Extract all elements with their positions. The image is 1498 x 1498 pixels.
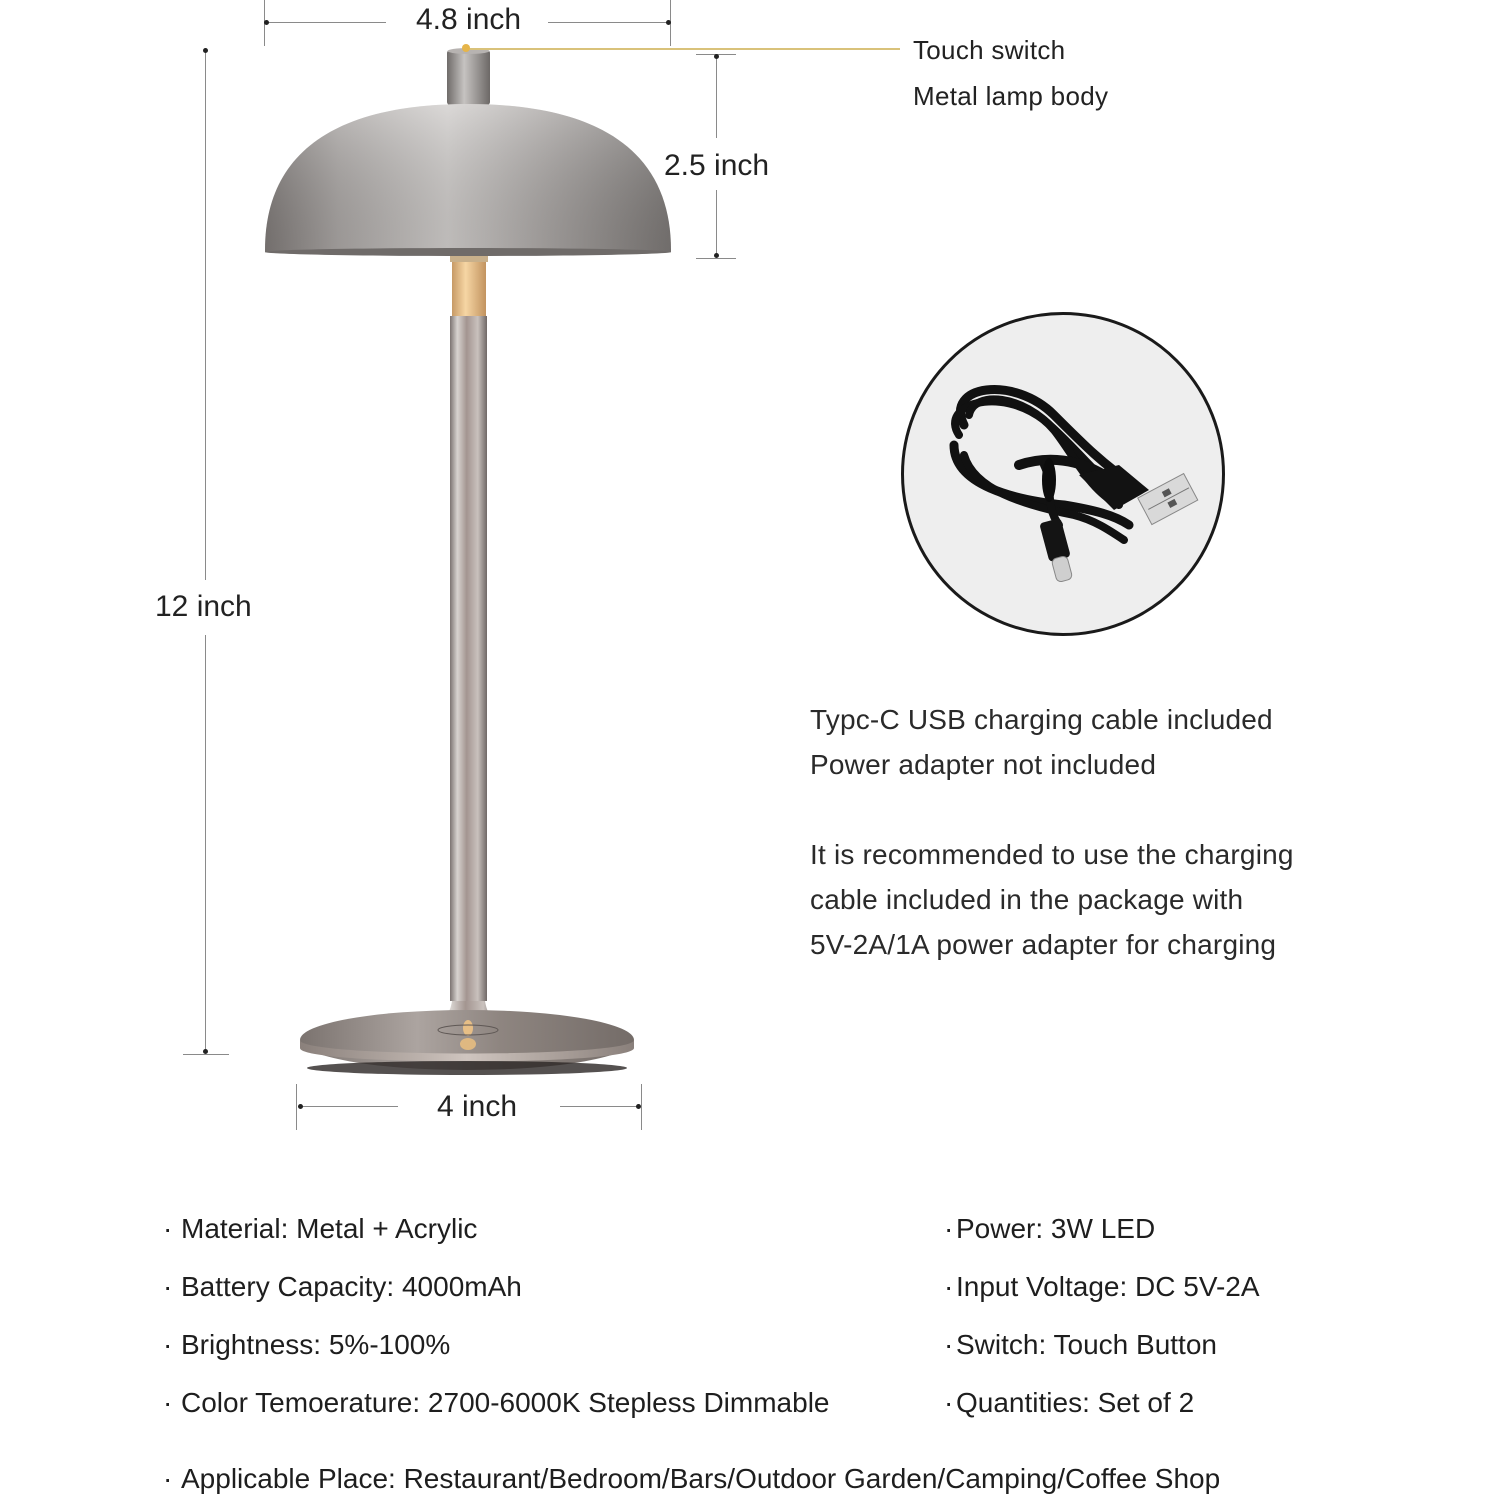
metal-body-label: Metal lamp body bbox=[913, 81, 1109, 111]
bullet-icon: · bbox=[163, 1213, 173, 1244]
note-recommendation-3: 5V-2A/1A power adapter for charging bbox=[810, 929, 1277, 960]
touch-switch-label: Touch switch bbox=[913, 35, 1066, 65]
lamp-icon bbox=[255, 40, 685, 1090]
spec-applicable-place: · Applicable Place: Restaurant/Bedroom/Bars/Outdoor Garden/Camping/Coffee Shop bbox=[163, 1463, 1221, 1494]
bullet-icon: · bbox=[944, 1271, 954, 1302]
shade-height-label: 2.5 inch bbox=[664, 149, 770, 182]
usb-type-c-cable-icon bbox=[904, 315, 1222, 633]
spec-quantities: ·Quantities: Set of 2 bbox=[944, 1387, 1195, 1418]
bullet-icon: · bbox=[163, 1463, 173, 1494]
shade-width-label: 4.8 inch bbox=[416, 3, 522, 36]
note-cable-included: Typc-C USB charging cable included bbox=[810, 704, 1273, 735]
note-spacer bbox=[810, 787, 1294, 832]
spec-input-voltage: ·Input Voltage: DC 5V-2A bbox=[944, 1271, 1260, 1302]
bullet-icon: · bbox=[944, 1329, 954, 1360]
bullet-icon: · bbox=[163, 1271, 173, 1302]
note-adapter-not-included: Power adapter not included bbox=[810, 749, 1157, 780]
charging-cable-image bbox=[901, 312, 1225, 636]
spec-material: · Material: Metal + Acrylic bbox=[163, 1213, 478, 1244]
base-width-label: 4 inch bbox=[437, 1090, 518, 1123]
charging-notes bbox=[810, 697, 1294, 967]
note-recommendation-2: cable included in the package with bbox=[810, 884, 1244, 915]
callout-pointer-icon bbox=[462, 44, 470, 52]
spec-battery: · Battery Capacity: 4000mAh bbox=[163, 1271, 522, 1302]
lamp-illustration bbox=[255, 40, 685, 1090]
note-recommendation-1: It is recommended to use the charging bbox=[810, 839, 1294, 870]
total-height-label: 12 inch bbox=[155, 590, 252, 623]
bullet-icon: · bbox=[944, 1387, 954, 1418]
spec-brightness: · Brightness: 5%-100% bbox=[163, 1329, 451, 1360]
spec-switch: ·Switch: Touch Button bbox=[944, 1329, 1217, 1360]
bullet-icon: · bbox=[163, 1329, 173, 1360]
bullet-icon: · bbox=[944, 1213, 954, 1244]
callout-line bbox=[466, 48, 900, 50]
spec-color-temperature: · Color Temoerature: 2700-6000K Stepless Dimmable bbox=[163, 1387, 830, 1418]
bullet-icon: · bbox=[163, 1387, 173, 1418]
spec-power: ·Power: 3W LED bbox=[944, 1213, 1156, 1244]
